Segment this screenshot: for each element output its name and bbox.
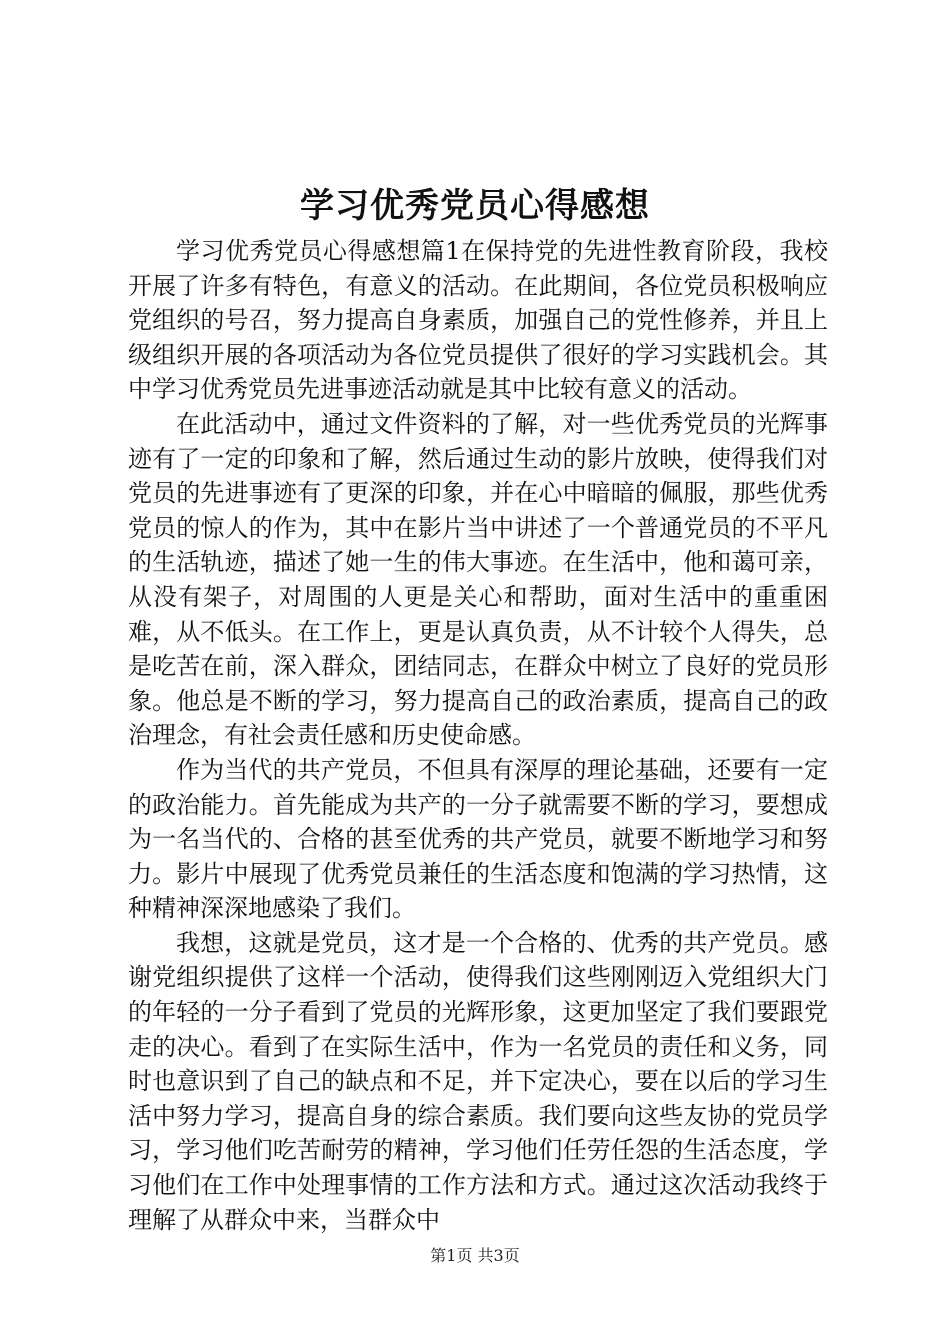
paragraph-2: 在此活动中，通过文件资料的了解，对一些优秀党员的光辉事迹有了一定的印象和了解，然后通过生动的影片放映，使得我们对党员的先进事迹有了更深的印象，并在心中暗暗的佩服，那些优秀党员的惊人的作为，其中在影片当中讲述了一个普通党员的不平凡的生活轨迹，描述了她一生的伟大事迹。在生活中，他和蔼可亲，从没有架子，对周围的人更是关心和帮助，面对生活中的重重困难，从不低头。在工作上，更是认真负责，从不计较个人得失，总是吃苦在前，深入群众，团结同志，在群众中树立了良好的党员形象。他总是不断的学习，努力提高自己的政治素质，提高自己的政治理念，有社会责任感和历史使命感。 — [128, 409, 828, 750]
paragraph-4: 我想，这就是党员，这才是一个合格的、优秀的共产党员。感谢党组织提供了这样一个活动，使得我们这些刚刚迈入党组织大门的年轻的一分子看到了党员的光辉形象，这更加坚定了我们要跟党走的决心。看到了在实际生活中，作为一名党员的责任和义务，同时也意识到了自己的缺点和不足，并下定决心，要在以后的学习生活中努力学习，提高自身的综合素质。我们要向这些友协的党员学习，学习他们吃苦耐劳的精神，学习他们任劳任怨的生活态度，学习他们在工作中处理事情的工作方法和方式。通过这次活动我终于理解了从群众中来，当群众中 — [128, 928, 828, 1234]
document-body — [128, 234, 828, 1237]
paragraph-3: 作为当代的共产党员，不但具有深厚的理论基础，还要有一定的政治能力。首先能成为共产的一分子就需要不断的学习，要想成为一名当代的、合格的甚至优秀的共产党员，就要不断地学习和努力。影片中展现了优秀党员兼任的生活态度和饱满的学习热情，这种精神深深地感染了我们。 — [128, 755, 828, 923]
document-title: 学习优秀党员心得感想 — [300, 186, 650, 226]
paragraph-1: 学习优秀党员心得感想篇1在保持党的先进性教育阶段，我校开展了许多有特色，有意义的活动。在此期间，各位党员积极响应党组织的号召，努力提高自身素质，加强自己的党性修养，并且上级组织开展的各项活动为各位党员提供了很好的学习实践机会。其中学习优秀党员先进事迹活动就是其中比较有意义的活动。 — [128, 237, 828, 404]
page-number-footer: 第1页 共3页 — [430, 1246, 520, 1265]
